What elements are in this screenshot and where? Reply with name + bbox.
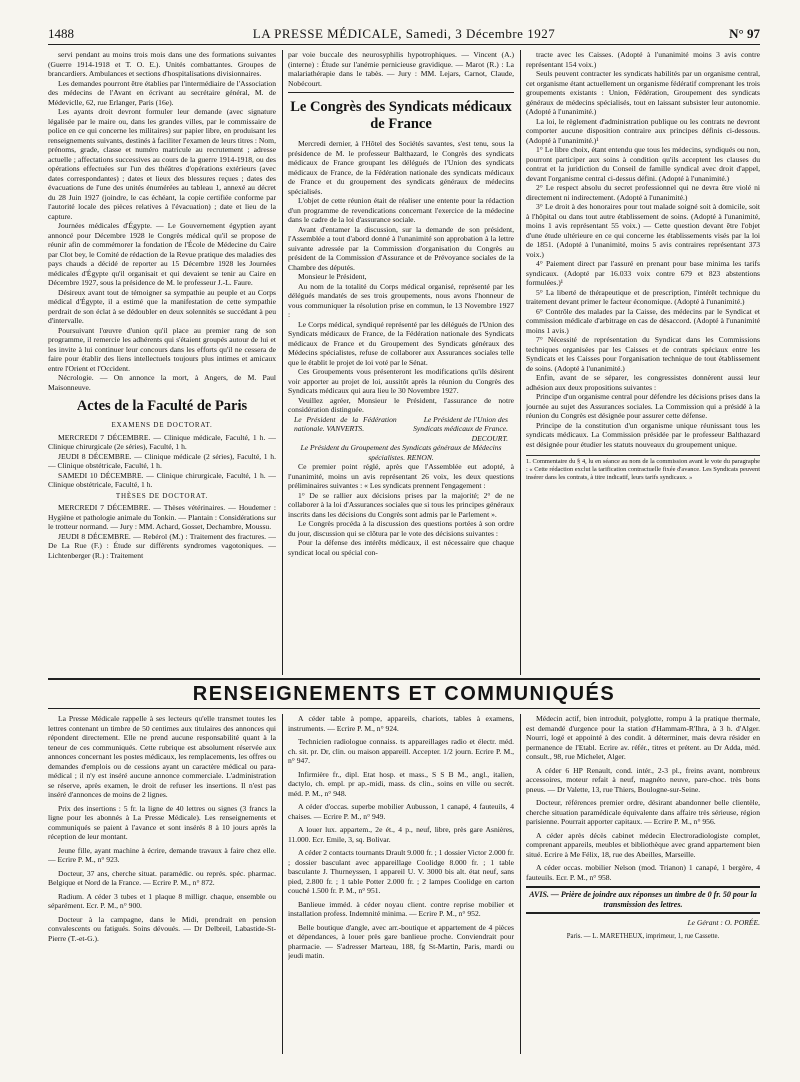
paragraph: L'objet de cette réunion était de réaliser une entente pour la rédaction d'un programme de revendications concernant l'exercice de la médecine dans le cadre de la loi d'assurance sociale. bbox=[288, 196, 514, 224]
signature-groupement: Le Président du Groupement des Syndicats généraux de Médecins spécialistes. RENON. bbox=[300, 443, 502, 462]
section-rule bbox=[288, 92, 514, 93]
classified-ad: A céder occas. mobilier Nelson (mod. Trianon) 1 canapé, 1 bergère, 4 fauteuils. Ecr. P. M., n° 958. bbox=[526, 863, 760, 882]
faculte-sub1: EXAMENS DE DOCTORAT. bbox=[111, 421, 213, 429]
classified-ad: Prix des insertions : 5 fr. la ligne de 40 lettres ou signes (3 francs la ligne pour les abonnés à La Presse Médicale). Les renseignements et communiqués se paient à l'avance et sont insérés 8 à 10 jours après la réception de leur montant. bbox=[48, 803, 276, 841]
paragraph: Au nom de la totalité du Corps médical organisé, représenté par les délégués mandatés de ses trois groupements, nous avons l'honneur de vous communiquer la résolution prise en commun, le 13 Novembre 1927 : bbox=[288, 281, 514, 319]
paragraph: Nécrologie. — On annonce la mort, à Angers, de M. Paul Maisonneuve. bbox=[48, 373, 276, 392]
paragraph: tracte avec les Caisses. (Adopté à l'unanimité moins 3 avis contre représentant 154 voix.) bbox=[526, 50, 760, 69]
classified-ad: A céder d'occas. superbe mobilier Aubusson, 1 canapé, 4 fauteuils, 4 chaises. — Ecrire P. M., n° 949. bbox=[288, 802, 514, 821]
column-left bbox=[48, 50, 276, 675]
congres-heading: Le Congrès des Syndicats médicaux de France bbox=[290, 99, 512, 132]
signature-union: Le Président de l'Union des Syndicats médicaux de France. DECOURT. bbox=[413, 414, 508, 443]
header-rule bbox=[48, 44, 760, 45]
paragraph: Les demandes pourront être établies par l'intermédiaire de l'Association des médecins de l'Avant en écrivant au secrétaire général, M. de Médeviclle, 62, rue Erlanger, Paris (16e). bbox=[48, 78, 276, 107]
issue-number: N° 97 bbox=[729, 26, 760, 41]
classified-ad: A céder 2 contacts tournants Drault 9.000 fr. ; 1 dossier Victor 2.000 fr. ; dossier basculant avec appareillage Coolidge 8.000 fr. ; 1 table basculante J. Thurneyssen, 1 appareil U. V. 3000 bis alt. état neuf, sans pied, 2.800 fr. ; 1 table Potter 2.000 fr. ; 2 lampes Coolidge en carton couché 1.500 fr. P. M., n° 951. bbox=[288, 848, 514, 895]
exam-item: JEUDI 8 DÉCEMBRE. — Clinique médicale (2 séries), Faculté, 1 h. — Clinique obstétricale, Faculté, 1 h. bbox=[48, 451, 276, 470]
thesis-item: MERCREDI 7 DÉCEMBRE. — Thèses vétérinaires. — Houdemer : Hygiène et pathologie animale du Tonkin. — Plantain : Considérations sur le trotteur normand. — Jury : MM. Achard, Gosset, Dechambre, Moussu. bbox=[48, 503, 276, 531]
avis-box: AVIS. — Prière de joindre aux réponses un timbre de 0 fr. 50 pour la transmission des lettres. bbox=[526, 886, 760, 914]
ads-column-middle bbox=[288, 714, 514, 1054]
classified-ad: A céder après décès cabinet médecin Electroradiologiste complet, comprenant appareils, meubles et bibliothèque avec grand appartement bien situé. Ecrire à Me Félix, 18, rue des Abeilles, Marseille. bbox=[526, 830, 760, 859]
classified-ad: Radium. A céder 3 tubes et 1 plaque 8 milligr. chaque, ensemble ou séparément. Ecr. P. M., n° 900. bbox=[48, 891, 276, 910]
paragraph: Poursuivant l'œuvre d'union qu'il place au premier rang de son programme, il remercie les adhérents qui s'étaient groupés autour de lui et les invite à lui continuer leur concours dans les efforts qu'il ne cessera de faire pour établir des liens intellectuels toujours plus intimes et amicaux entre l'Orient et l'Occident. bbox=[48, 325, 276, 373]
classified-ad: Belle boutique d'angle, avec arr.-boutique et appartement de 4 pièces et dépendances, à louer près gare banlieue proche. Conviendrait pour pharmacie. — S'adresser Marteau, 188, fg St-Martin, Paris, mardi ou jeudi matin. bbox=[288, 922, 514, 960]
classified-ad: A céder table à pompe, appareils, chariots, tables à examens, instruments. — Ecrire P. M., n° 924. bbox=[288, 714, 514, 733]
column-divider bbox=[282, 714, 283, 1054]
banner-top-rule bbox=[48, 678, 760, 680]
paragraph: Le Corps médical, syndiqué représenté par les délégués de l'Union des Syndicats médicaux de France, de la Fédération nationale des Syndicats médicaux de France et du Groupement des Syndicats généraux des Médecins spécialistes, refuse de collaborer aux Assurances sociales telle que le établit le projet de loi voté par le Sénat. bbox=[288, 319, 514, 367]
footnote: 1. Commentaire du § 4, lu en séance au nom de la commission avant le vote du paragraphe : « Cette rédaction exclut la tarification contractuelle fixée d'avance. Les Syndicats peuvent insérer dans les contrats, à titre indicatif, leurs tarifs syndicaux. » bbox=[526, 455, 760, 482]
paragraph: Mercredi dernier, à l'Hôtel des Sociétés savantes, s'est tenu, sous la présidence de M. le professeur Balthazard, le Congrès des syndicats médicaux de France groupant les délégués de l'Union des syndicats médicaux de France, de la Fédération nationale des syndicats médicaux de France et du groupement des syndicats généraux de médecins spécialisés. bbox=[288, 139, 514, 196]
paragraph: Journées médicales d'Égypte. — Le Gouvernement égyptien ayant annoncé pour Décembre 1928 le Congrès médical qu'il se propose de réunir afin de commémorer la fondation de l'École de Médecine du Caire par Clot bey, le Comité de rédaction de la Revue pratique des maladies des pays chauds a décidé de reporter au 15 Décembre 1928 les Journées médicales d'Égypte qu'il organisait et qui devaient se tenir au Caire en Décembre 1927, sous la présidence de M. le professeur J.-L. Faure. bbox=[48, 221, 276, 287]
paragraph: Désireux avant tout de témoigner sa sympathie au peuple et au Corps médical d'Égypte, il a estimé que la manifestation de cette sympathie perdrait de son éclat à se dédoubler en deux solennités se succédant à peu d'intervalle. bbox=[48, 287, 276, 325]
classified-ad: A céder 6 HP Renault, cond. intér., 2-3 pl., freins avant, nombreux accessoires, moteur refait à neuf, magnéto neuve, pare-choc. très bons pneus. — Dr Valette, 13, rue Thiers, Boulogne-sur-Seine. bbox=[526, 765, 760, 794]
paragraph: Le Congrès procéda à la discussion des questions portées à son ordre du jour, discussion qui se clôtura par le vote des décisions suivantes : bbox=[288, 519, 514, 538]
paragraph: 3° Le droit à des honoraires pour tout malade soigné soit à domicile, soit à l'hôpital ou dans tout autre établissement de soins. (Adopté à l'unanimité, moins 1 avis représentant 55 voix.) — Cette question devant être l'objet d'une étude ultérieure en ce qui concerne les établissements visés par la loi de 1851. (Adopté à l'unanimité, moins 5 avis contraires représentant 373 voix.) bbox=[526, 202, 760, 259]
paragraph: 1° Le libre choix, étant entendu que tous les médecins, syndiqués ou non, pourront participer aux soins à condition qu'ils acceptent les clauses du contrat et la juridiction du Conseil de famille syndical avec droit d'appel, devant l'organisme central ci-dessus défini. (Adopté à l'unanimité.) bbox=[526, 145, 760, 183]
paragraph: 1° De se rallier aux décisions prises par la majorité; 2° de ne collaborer à la loi d'Assurances sociales que si tous les principes généraux inscrits dans les décisions du Congrès sont admis par le Parlement ». bbox=[288, 490, 514, 519]
paragraph: Principe d'un organisme central pour défendre les décisions prises dans la journée au sujet des Assurances sociales. La Commission qui a présidé à la réunion du Congrès est désignée pour assurer cette défense. bbox=[526, 392, 760, 420]
thesis-continuation: par voie buccale des neurosyphilis hypotrophiques. — Vincent (A.) (interne) : Étude sur l'anémie pernicieuse gravidique. — Marot (R.) : La malariathérapie dans le tabès. — Jury : MM. Lejars, Carnot, Claude, Nobécourt. bbox=[288, 50, 514, 88]
paragraph: servi pendant au moins trois mois dans une des formations suivantes (Guerre 1914-1918 et T. O. E.). Unités combattantes. Groupes de brancardiers. Ambulances et sections d'hospitalisations divisionnaires. bbox=[48, 50, 276, 78]
paragraph: 4° Paiement direct par l'assuré en prenant pour base minima les tarifs syndicaux. (Adopté par 16.033 voix contre 679 et 823 abstentions formulées.)¹ bbox=[526, 259, 760, 287]
classified-ad: Technicien radiologue connaiss. ts appareillages radio et électr. méd. ch. sit. pr. Dr, clin. ou maison appareill. Accepter. 1/2 journ. Ecrire P. M., n° 947. bbox=[288, 737, 514, 765]
column-right bbox=[526, 50, 760, 675]
column-divider bbox=[520, 50, 521, 675]
classified-ad: Médecin actif, bien introduit, polyglotte, rompu à la pratique thermale, est demandé d'urgence pour la station d'Hammam-R'Ihra, à 3 h. d'Alger. Nourri, logé et appointé à des condit. à déterminer, mais devra résider en permanence de l'Etabl. Ecrire av. référ., titres et prétent. au Dr Adda, méd. consult., 98, rue Michelet, Alger. bbox=[526, 714, 760, 761]
page-header bbox=[48, 26, 760, 42]
paragraph: Seuls peuvent contracter les syndicats habilités par un organisme central, cet organisme étant actuellement un organisme fédératif comprenant les trois groupements existants : Union, Fédération, Groupement des syndicats généraux de médecins spécialisés, tout en laissant subsister leur autonomie. (Adopté à l'unanimité.) bbox=[526, 69, 760, 116]
ads-column-left bbox=[48, 714, 276, 1054]
paragraph: Les ayants droit devront formuler leur demande (avec signature légalisée par le maire ou, dans les grandes villes, par le commissaire de police en ce qui concerne les militaires) sur papier libre, en produisant les renseignements suivants, destinés à faciliter l'examen de leurs titres : Nom, prénoms, grade, classe et numéro matricule au recrutement ; adresse actuelle ; affectations successives au cours de la guerre 1914-1918, ou des opérations effectuées sur l'un des théâtres d'opérations extérieurs (avec dates correspondantes) ; dates et lieux des blessures reçues ; dates des évacuations de l'une des unités énumérées au tableau 1, annexé au décret du 28 Juin 1927 (joindre, le cas échéant, la copie certifiée conforme par l'autorité locale des pièces relatives à l'évacuation) ; date et lieu de la capture. bbox=[48, 107, 276, 221]
paragraph: Ces Groupements vous présenteront les modifications qu'ils désirent voir apporter au projet de loi, aussitôt après la réunion du Congrès des Syndicats médicaux qui aura lieu le 30 Novembre 1927. bbox=[288, 367, 514, 395]
page-number: 1488 bbox=[48, 26, 74, 41]
faculte-heading: Actes de la Faculté de Paris bbox=[76, 398, 248, 414]
paragraph: Monsieur le Président, bbox=[298, 272, 367, 281]
faculte-sub2: THÈSES DE DOCTORAT. bbox=[115, 491, 209, 500]
exam-item: MERCREDI 7 DÉCEMBRE. — Clinique médicale, Faculté, 1 h. — Clinique chirurgicale (2e séries), Faculté, 1 h. bbox=[48, 432, 276, 451]
classified-ad: Docteur, références premier ordre, désirant abandonner belle clientèle, cherche situation paramédicale équivalente dans affaire très sérieuse, région parisienne. Pourrait apporter capitaux. — Ecrire P. M., n° 956. bbox=[526, 798, 760, 826]
thesis-item: JEUDI 8 DÉCEMBRE. — Rebérol (M.) : Traitement des fractures. — De La Rue (F.) : Étude sur différents syndromes vagotoniques. — Lichtenberger (R.) : Traitement bbox=[48, 531, 276, 560]
banner-bottom-rule bbox=[48, 708, 760, 709]
classified-ad: Docteur, 37 ans, cherche situat. paramédic. ou représ. spéc. pharmac. Belgique et Nord de la France. — Ecrire P. M., n° 872. bbox=[48, 868, 276, 887]
paragraph: 7° Nécessité de représentation du Syndicat dans les Commissions techniques organisées par les Caisses et de contrats spéciaux entre les Syndicats et les Caisses pour l'organisation technique de tout établissement de soins. (Adopté à l'unanimité.) bbox=[526, 335, 760, 373]
gerant-line: Le Gérant : O. PORÉE. bbox=[687, 918, 760, 927]
paragraph: 6° Contrôle des malades par la Caisse, des médecins par le Syndicat et commission médicale d'arbitrage en cas de désaccord. (Adopté à l'unanimité moins 1 avis.) bbox=[526, 306, 760, 335]
printer-line: Paris. — L. MARETHEUX, imprimeur, 1, rue Cassette. bbox=[566, 932, 720, 940]
paragraph: Ce premier point réglé, après que l'Assemblée eut adopté, à l'unanimité, moins un avis représentant 26 voix, les deux questions préliminaires suivantes : « Les syndicats prennent l'engagement : bbox=[288, 462, 514, 490]
paragraph: La loi, le règlement d'administration publique ou les contrats ne devront comporter aucune disposition contraire aux principes définis ci-dessous. (Adopté à l'unanimité.)¹ bbox=[526, 116, 760, 145]
column-divider bbox=[520, 714, 521, 1054]
paragraph: Avant d'entamer la discussion, sur la demande de son président, l'Assemblée a tout d'abord donné à l'unanimité son approbation à la lettre suivante adressée par la Commission d'organisation du Congrès au président de la Commission d'Assurance et de Prévoyance sociales de la Chambre des députés. bbox=[288, 224, 514, 272]
signature-block bbox=[288, 415, 514, 444]
paragraph: Enfin, avant de se séparer, les congressistes donnèrent aussi leur adhésion aux deux propositions suivantes : bbox=[526, 373, 760, 392]
column-divider bbox=[282, 50, 283, 675]
signature-federation: Le Président de la Fédération nationale. VANVERTS. bbox=[294, 414, 397, 433]
communiques-banner: RENSEIGNEMENTS ET COMMUNIQUÉS bbox=[192, 683, 616, 705]
classified-ad: Banlieue imméd. à céder noyau client. contre reprise mobilier et installation profess. Indemnité minima. — Ecrire P. M., n° 952. bbox=[288, 899, 514, 918]
exam-item: SAMEDI 10 DÉCEMBRE. — Clinique chirurgicale, Faculté, 1 h. — Clinique obstétricale, Faculté, 1 h. bbox=[48, 470, 276, 489]
paragraph: 5° La liberté de thérapeutique et de prescription, l'intérêt technique du traitement devant primer le facteur économique. (Adopté à l'unanimité.) bbox=[526, 287, 760, 306]
journal-title: LA PRESSE MÉDICALE, Samedi, 3 Décembre 1927 bbox=[252, 26, 556, 41]
paragraph: Veuillez agréer, Monsieur le Président, l'assurance de notre considération distinguée. bbox=[288, 395, 514, 414]
paragraph: Pour la défense des intérêts médicaux, il est nécessaire que chaque syndicat local ou spécial con- bbox=[288, 538, 514, 557]
ads-column-right bbox=[526, 714, 760, 1054]
paragraph: 2° Le respect absolu du secret professionnel qui ne devra être violé ni directement ni indirectement. (Adopté à l'unanimité.) bbox=[526, 183, 760, 202]
classified-ad: La Presse Médicale rappelle à ses lecteurs qu'elle transmet toutes les lettres contenant un timbre de 50 centimes aux titulaires des annonces qui répondent directement. Elle ne prend aucune responsabilité quant à la teneur de ces communiqués. Cette rubrique est absolument réservée aux annonces concernant les postes médicaux, les remplacements, les offres ou demandes d'emplois ou de cessions ayant un caractère médical ou para-médical ; il n'y est inséré aucune annonce commerciale. L'administration se réserve, après examen, le droit de refuser les insertions. Il n'est pas inséré d'annonces de moins de 2 lignes. bbox=[48, 714, 276, 799]
paragraph: Principe de la constitution d'un organisme unique réunissant tous les syndicats médicaux. La Commission présidée par le professeur Balthazard est désignée pour étudier les statuts nouveaux du groupement unique. bbox=[526, 420, 760, 449]
classified-ad: Docteur à la campagne, dans le Midi, prendrait en pension convalescents ou fatigués. Soins dévoués. — Dr Delbreil, Labastide-St-Pierre (T.-et-G.). bbox=[48, 914, 276, 943]
classified-ad: A louer lux. appartem., 2e ét., 4 p., neuf, libre, près gare Asnières, 11.000. Ecr. Emile, 3, sq. Bolivar. bbox=[288, 825, 514, 844]
classified-ad: Jeune fille, ayant machine à écrire, demande travaux à faire chez elle. — Ecrire P. M., n° 923. bbox=[48, 845, 276, 864]
classified-ad: Infirmière fr., dipl. Etat hosp. et mass., S S B M., angl., italien, dactylo, ch. empl. pr ap.-midi, mass. ds clin., soins en ville ou secrét. méd. P. M., n° 948. bbox=[288, 769, 514, 798]
column-middle bbox=[288, 50, 514, 675]
